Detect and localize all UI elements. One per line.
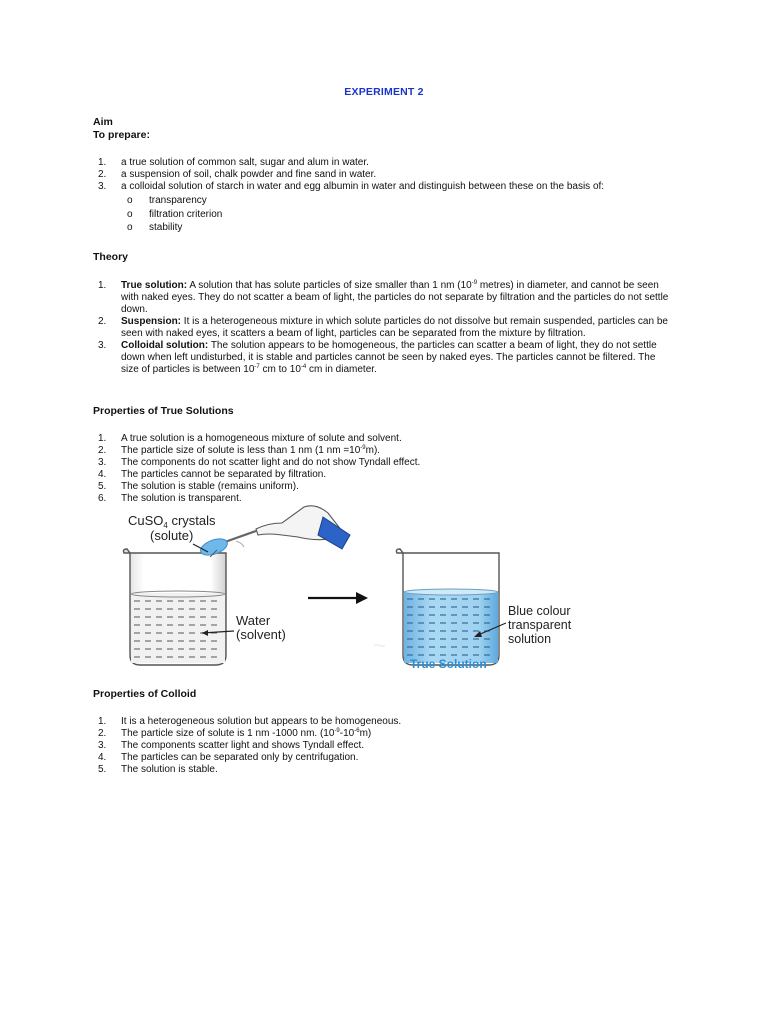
list-text: cm to 10 (259, 364, 301, 375)
aim-heading: Aim (93, 116, 113, 128)
left-beaker (123, 549, 226, 665)
list-text: The components scatter light and shows Tyndall effect. (121, 740, 365, 751)
process-arrow-icon (308, 592, 368, 604)
true-solution-caption: True Solution (410, 657, 487, 671)
list-item (93, 469, 675, 481)
list-number: 1. (98, 716, 107, 727)
criteria-item (127, 221, 683, 235)
list-item (93, 764, 675, 776)
background-watermark-text: ~ (373, 633, 386, 658)
list-text: The particles can be separated only by centrifugation. (121, 752, 359, 763)
list-text: cm in diameter. (306, 364, 377, 375)
list-number: 4. (98, 469, 107, 480)
solute-label: (solute) (150, 528, 194, 543)
list-text: It is a heterogeneous solution but appears to be homogeneous. (121, 716, 402, 727)
bullet-icon: o (127, 195, 133, 206)
list-text: a colloidal solution of starch in water and egg albumin in water and distinguish between these on the basis of: (121, 181, 605, 192)
list-text: metres) in diameter, and cannot be seen with naked eyes. They do not scatter a beam of light, the particles do not separate by filtration and the particles do not settle down. (121, 280, 669, 315)
aim-list (93, 157, 683, 235)
bullet-icon: o (127, 222, 133, 233)
list-item (93, 493, 675, 505)
true-solution-figure (118, 505, 572, 675)
list-number: 5. (98, 481, 107, 492)
list-item (93, 457, 675, 469)
list-item (93, 481, 675, 493)
list-number: 2. (98, 728, 107, 739)
list-item (93, 181, 683, 193)
exponent: -4 (300, 364, 307, 370)
list-item (93, 716, 675, 728)
transparent-label: transparent (508, 618, 572, 632)
list-number: 1. (98, 280, 107, 291)
list-text: a suspension of soil, chalk powder and fine sand in water. (121, 169, 377, 180)
prepare-heading: To prepare: (93, 129, 150, 141)
list-item (93, 752, 675, 764)
crystals-label: CuSO$_4$ crystals (128, 513, 216, 530)
list-number: 6. (98, 493, 107, 504)
list-text: -10 (339, 728, 355, 739)
list-number: 2. (98, 316, 107, 327)
list-text: The solution is stable. (121, 764, 218, 775)
criteria-text: stability (149, 222, 183, 233)
list-number: 3. (98, 181, 107, 192)
list-number: 3. (98, 740, 107, 751)
bullet-icon: o (127, 208, 133, 220)
criteria-item (127, 208, 683, 222)
water-label: Water (236, 613, 271, 628)
list-text: m) (359, 728, 372, 739)
list-number: 1. (98, 157, 107, 168)
list-text: A solution that has solute particles of size smaller than 1 nm (10 (187, 280, 472, 291)
hand-with-spoon (198, 506, 350, 559)
theory-heading: Theory (93, 251, 129, 263)
criteria-text: transparency (149, 195, 207, 206)
term-label: True solution: (121, 280, 188, 291)
list-number: 3. (98, 457, 107, 468)
colloid-list (93, 716, 675, 776)
true-solutions-heading: Properties of True Solutions (93, 405, 234, 417)
list-item (93, 280, 675, 316)
list-item (93, 445, 675, 457)
list-text: The particle size of solute is 1 nm -1000 nm. (10 (121, 728, 335, 739)
list-text: The solution is transparent. (121, 493, 242, 504)
list-item (93, 433, 675, 445)
list-number: 1. (98, 433, 107, 444)
right-beaker (396, 549, 499, 665)
term-label: Colloidal solution: (121, 340, 209, 351)
list-text: A true solution is a homogeneous mixture of solute and solvent. (121, 433, 402, 444)
criteria-item (127, 194, 683, 208)
list-item (93, 157, 683, 169)
solvent-label: (solvent) (236, 627, 286, 642)
exponent: -9 (360, 445, 366, 451)
criteria-text: filtration criterion (149, 208, 223, 220)
list-text: The solution is stable (remains uniform). (121, 481, 299, 492)
list-item (93, 728, 675, 740)
list-number: 2. (98, 445, 107, 456)
list-text: The components do not scatter light and do not show Tyndall effect. (121, 457, 421, 468)
list-item (93, 316, 675, 340)
term-label: Suspension: (121, 316, 182, 327)
page-title: EXPERIMENT 2 (344, 86, 424, 98)
list-item (93, 169, 683, 181)
true-solutions-list (93, 433, 675, 505)
list-text: The particles cannot be separated by filtration. (121, 469, 327, 480)
exponent: -9 (334, 728, 340, 734)
exponent: -6 (354, 728, 360, 734)
list-text: It is a heterogeneous mixture in which solute particles do not dissolve but remain suspended, particles can be seen with naked eyes, it scatters a beam of light, particles can be separated from the mixture by filtration. (121, 316, 668, 339)
blue-colour-label: Blue colour (508, 604, 571, 618)
true-solution-illustration (118, 505, 572, 675)
colloid-heading: Properties of Colloid (93, 688, 197, 700)
list-number: 5. (98, 764, 107, 775)
list-text: m). (365, 445, 381, 456)
list-text: The solution appears to be homogeneous, the particles can scatter a beam of light, they do not settle down when left undisturbed, it is stable and particles cannot be seen by naked eyes. The particles cannot be filtered. The size of particles is between 10 (121, 340, 657, 375)
list-number: 3. (98, 340, 107, 351)
theory-list (93, 280, 675, 376)
list-item (93, 740, 675, 752)
list-text: a true solution of common salt, sugar and alum in water. (121, 157, 369, 168)
list-text: The particle size of solute is less than 1 nm (1 nm =10 (121, 445, 361, 456)
list-number: 2. (98, 169, 107, 180)
list-number: 4. (98, 752, 107, 763)
solution-label: solution (508, 632, 552, 646)
list-item (93, 340, 675, 376)
exponent: -7 (254, 364, 260, 370)
criteria-list (93, 194, 683, 235)
exponent: -9 (471, 280, 478, 286)
